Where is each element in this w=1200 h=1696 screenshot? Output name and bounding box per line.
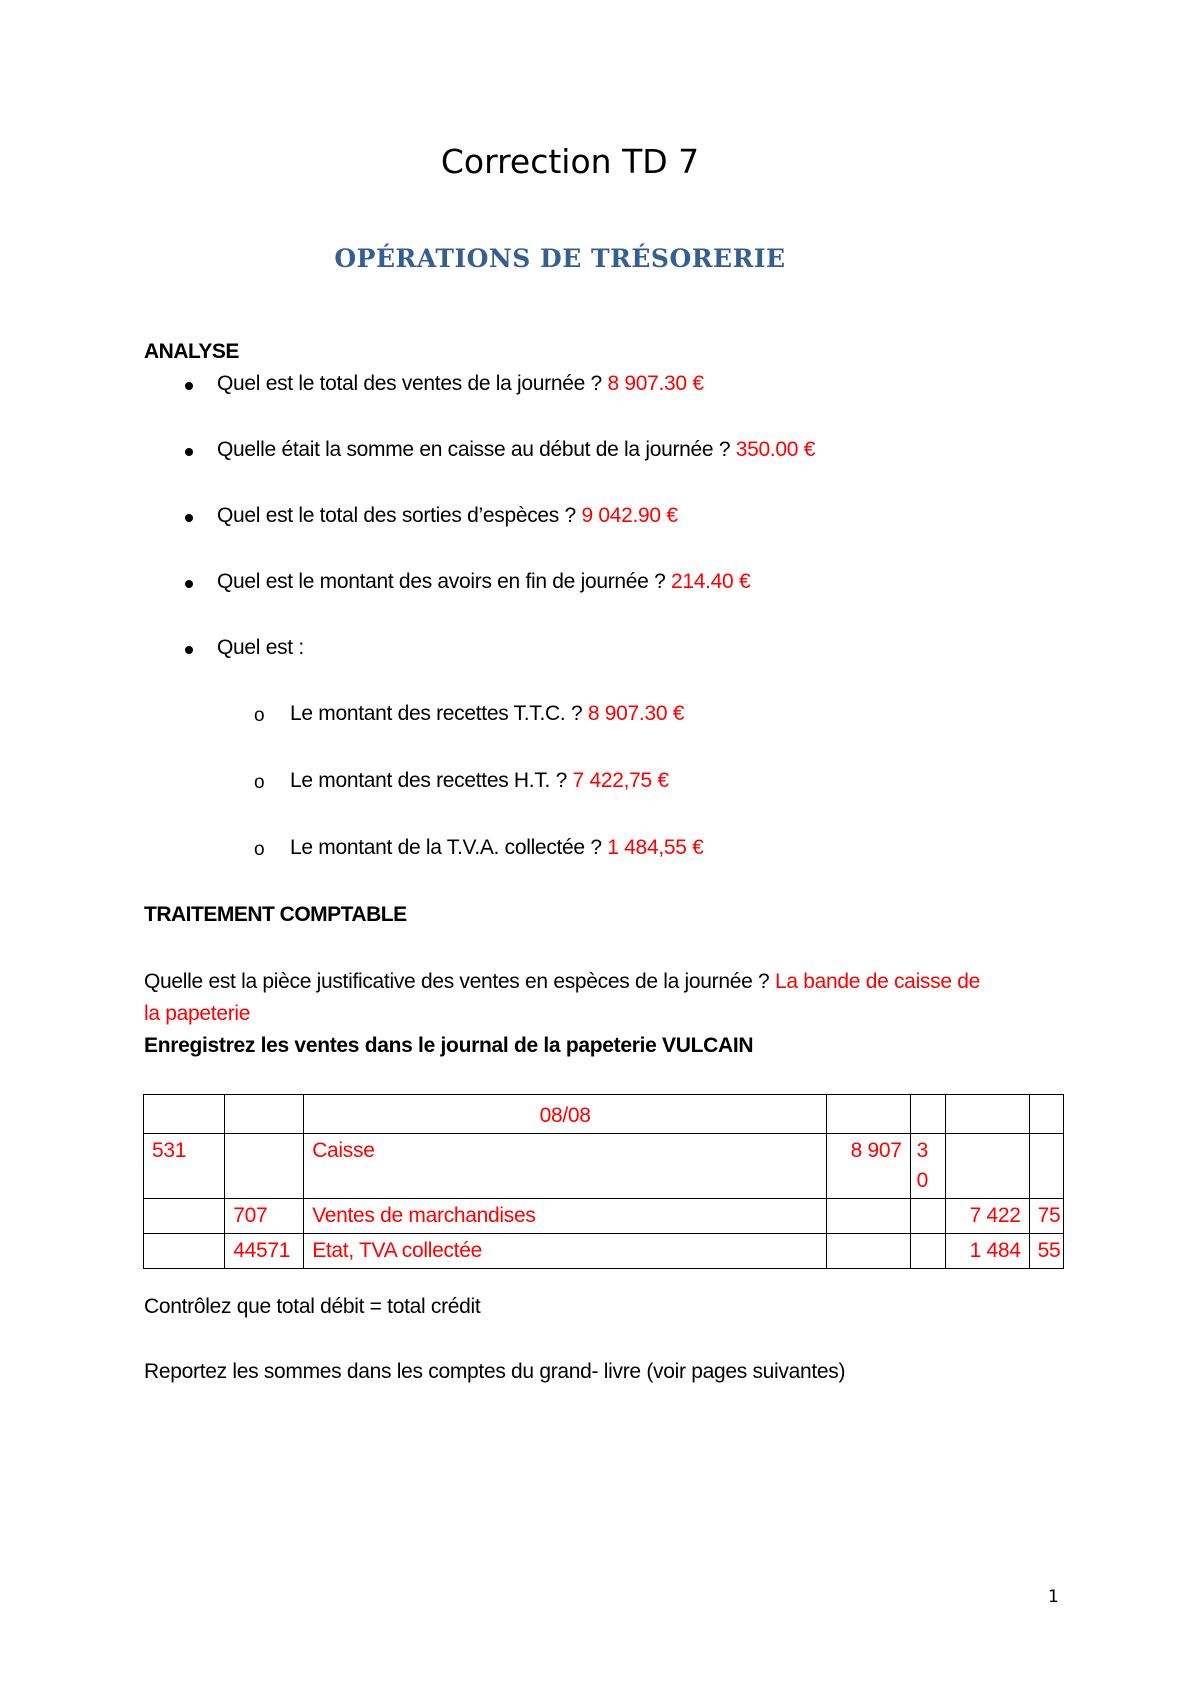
entry-label: Etat, TVA collectée [304, 1234, 827, 1269]
document-subtitle: OPÉRATIONS DE TRÉSORERIE [334, 244, 786, 273]
debit-cents [910, 1134, 945, 1199]
control-note: Contrôlez que total débit = total crédit [144, 1295, 481, 1318]
sub-question-3-answer: 1 484,55 € [607, 836, 704, 859]
bullet-dot-icon [185, 580, 193, 588]
table-cell [946, 1095, 1030, 1134]
question-4-text: Quel est le montant des avoirs en fin de journée ? [217, 570, 671, 593]
traitement-instruction: Enregistrez les ventes dans le journal de la papeterie VULCAIN [144, 1034, 754, 1057]
page-number: 1 [1048, 1587, 1059, 1607]
table-row [144, 1095, 1064, 1134]
question-5-text: Quel est : [217, 636, 304, 659]
debit-cents [910, 1199, 945, 1234]
document-title: Correction TD 7 [440, 142, 700, 181]
traitement-heading: TRAITEMENT COMPTABLE [144, 903, 407, 926]
credit-cents: 55 [1029, 1234, 1063, 1269]
debit-amount [827, 1199, 911, 1234]
debit-account [144, 1199, 225, 1234]
traitement-question [144, 966, 1064, 1030]
sub-question-3-text: Le montant de la T.V.A. collectée ? [290, 836, 608, 859]
question-1-answer: 8 907.30 € [607, 372, 704, 395]
debit-cents-digit: 3 [916, 1139, 929, 1162]
circle-bullet-icon: o [254, 705, 265, 726]
debit-account: 531 [144, 1134, 225, 1199]
entry-label: Ventes de marchandises [304, 1199, 827, 1234]
bullet-dot-icon [185, 448, 193, 456]
table-row [144, 1134, 1064, 1199]
sub-question-1-answer: 8 907.30 € [587, 702, 685, 725]
question-4-answer: 214.40 € [670, 570, 751, 593]
traitement-answer-1: La bande de caisse de [774, 970, 981, 993]
circle-bullet-icon: o [254, 839, 265, 860]
credit-account: 707 [225, 1199, 304, 1234]
credit-cents [1029, 1134, 1063, 1199]
journal-table [143, 1094, 1064, 1269]
sub-question-1 [290, 702, 684, 726]
entry-label: Caisse [304, 1134, 827, 1199]
credit-account: 44571 [225, 1234, 304, 1269]
circle-bullet-icon: o [254, 772, 265, 793]
question-2-text: Quelle était la somme en caisse au début de la journée ? [217, 438, 736, 461]
question-2-answer: 350.00 € [735, 438, 816, 461]
question-3-text: Quel est le total des sorties d’espèces ? [217, 504, 582, 527]
table-cell [225, 1095, 304, 1134]
bullet-dot-icon [185, 646, 193, 654]
journal-date: 08/08 [304, 1095, 827, 1134]
sub-question-3 [290, 836, 704, 860]
sub-question-2-text: Le montant des recettes H.T. ? [290, 769, 573, 792]
debit-amount: 8 907 [827, 1134, 911, 1199]
table-row [144, 1199, 1064, 1234]
credit-account [225, 1134, 304, 1199]
analyse-heading: ANALYSE [144, 340, 239, 363]
debit-cents [910, 1234, 945, 1269]
debit-amount [827, 1234, 911, 1269]
credit-amount: 7 422 [946, 1199, 1030, 1234]
debit-cents-digit: 0 [916, 1169, 929, 1192]
question-4 [217, 570, 750, 594]
credit-amount: 1 484 [946, 1234, 1030, 1269]
question-1-text: Quel est le total des ventes de la journée ? [217, 372, 608, 395]
bullet-dot-icon [185, 514, 193, 522]
table-cell [144, 1095, 225, 1134]
table-row [144, 1234, 1064, 1269]
question-1 [217, 372, 704, 396]
traitement-question-text: Quelle est la pièce justificative des ventes en espèces de la journée ? [144, 970, 775, 993]
credit-amount [946, 1134, 1030, 1199]
traitement-answer-2: la papeterie [144, 1002, 251, 1025]
question-5 [217, 636, 304, 660]
sub-question-2 [290, 769, 669, 793]
debit-account [144, 1234, 225, 1269]
credit-cents: 75 [1029, 1199, 1063, 1234]
question-2 [217, 438, 815, 462]
report-note: Reportez les sommes dans les comptes du grand- livre (voir pages suivantes) [144, 1360, 846, 1383]
sub-question-1-text: Le montant des recettes T.T.C. ? [290, 702, 588, 725]
table-cell [910, 1095, 945, 1134]
table-cell [827, 1095, 911, 1134]
bullet-dot-icon [185, 382, 193, 390]
question-3 [217, 504, 678, 528]
table-cell [1029, 1095, 1063, 1134]
sub-question-2-answer: 7 422,75 € [572, 769, 669, 792]
question-3-answer: 9 042.90 € [581, 504, 678, 527]
